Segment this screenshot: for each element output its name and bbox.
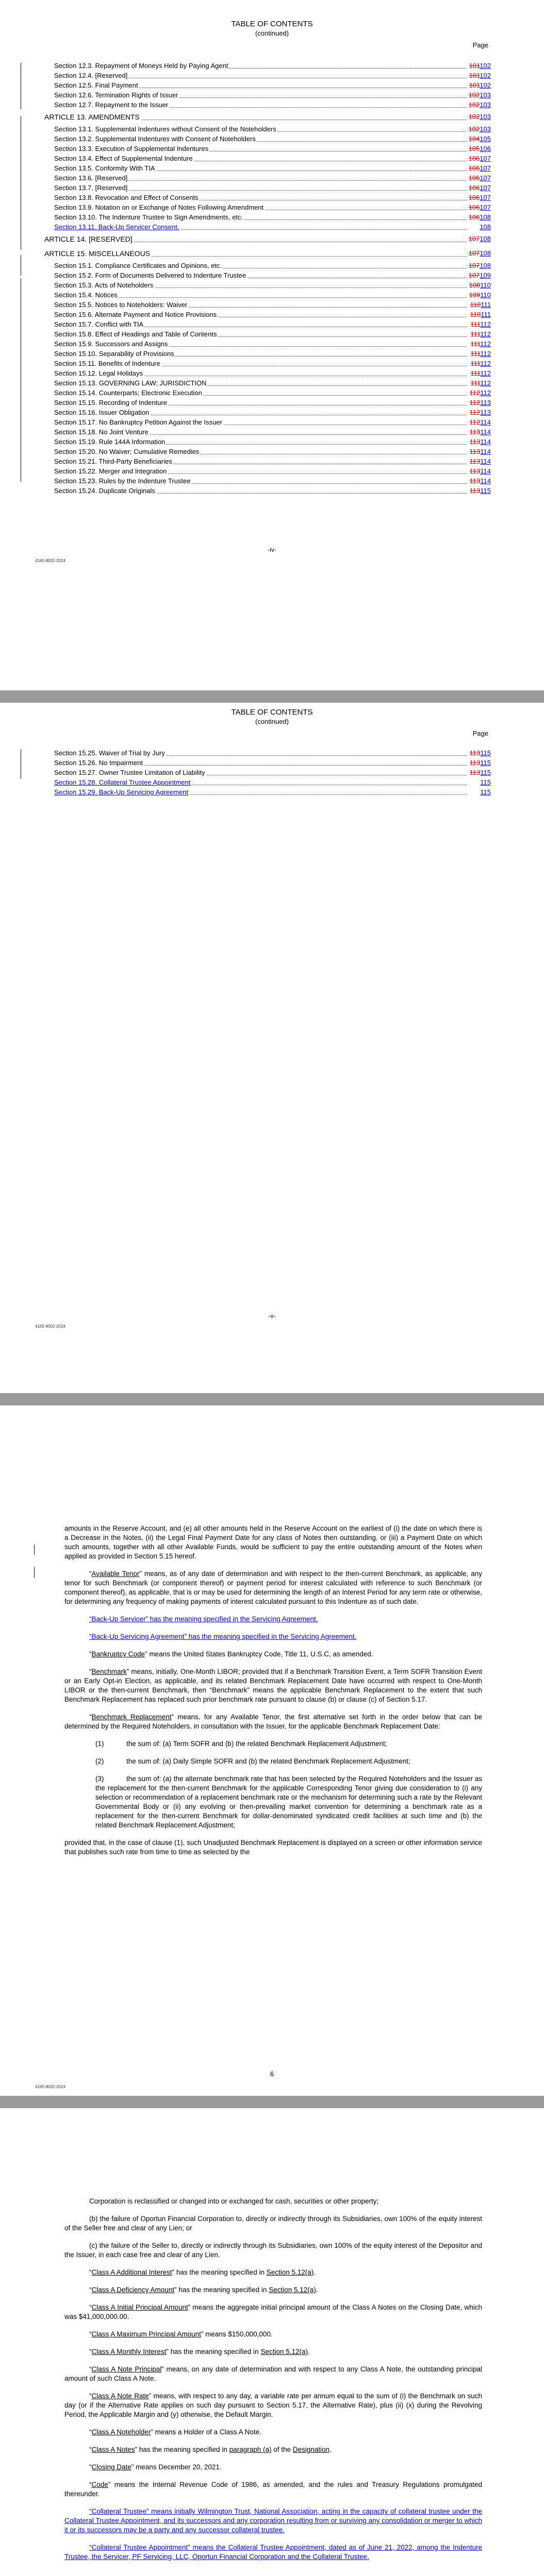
toc-entry-page xyxy=(467,408,491,417)
toc-entry-label: Section 15.3. Acts of Noteholders xyxy=(54,281,154,289)
inserted-page-number: 114 xyxy=(480,467,491,475)
definition-class-a-note-principal: “Class A Note Principal” means, on any date of determination and with respect to any Class A Note, the outstanding principal amount of such Class A Note. xyxy=(64,2365,482,2382)
toc-entry[interactable] xyxy=(27,154,491,163)
toc-entry-page xyxy=(467,134,491,144)
deleted-page-number: 106 xyxy=(468,204,480,211)
paragraph: provided that, in the case of clause (1), such Unadjusted Benchmark Replacement is displayed on a screen or other information service that publishes such rate from time to time as selected by the xyxy=(64,1839,482,1856)
toc-entry-label: Section 15.1. Compliance Certificates and Opinions, etc. xyxy=(54,262,222,269)
toc-entry[interactable] xyxy=(27,134,491,144)
inserted-page-number: 103 xyxy=(480,113,491,121)
deleted-page-number: 111 xyxy=(470,369,481,377)
deleted-page-number: 112 xyxy=(469,399,481,406)
toc-entry-label: Section 15.29. Back-Up Servicing Agreement xyxy=(54,788,189,796)
toc-entry-page xyxy=(467,100,491,110)
toc-entry[interactable] xyxy=(27,758,491,768)
inserted-page-number: 108 xyxy=(480,262,491,269)
toc-entry-label: Section 15.8. Effect of Headings and Table of Contents xyxy=(54,330,217,338)
toc-entry-label: Section 13.1. Supplemental Indentures without Consent of the Noteholders xyxy=(54,125,276,133)
toc-entry[interactable] xyxy=(27,476,491,486)
inserted-page-number: 113 xyxy=(480,409,491,416)
toc-entry-page xyxy=(467,280,491,290)
toc-entry-page xyxy=(467,777,491,787)
toc-entry[interactable] xyxy=(27,183,491,193)
inserted-page-number: 103 xyxy=(480,91,491,99)
toc-entry-page xyxy=(467,787,491,797)
toc-entry-page xyxy=(467,427,491,437)
page-number: -v- xyxy=(268,1312,276,1319)
deleted-page-number: 111 xyxy=(470,350,481,358)
toc-entry-page xyxy=(467,339,491,349)
inserted-page-number: 107 xyxy=(480,164,491,172)
toc-entry-page xyxy=(467,90,491,100)
deleted-page-number: 113 xyxy=(469,749,481,757)
toc-entry-label: ARTICLE 14. [RESERVED] xyxy=(44,232,134,246)
toc-entry[interactable] xyxy=(27,368,491,378)
toc-entry-label: Section 13.8. Revocation and Effect of Consents xyxy=(54,194,199,201)
toc-entry-page xyxy=(467,246,491,261)
definition-class-a-monthly-interest: “Class A Monthly Interest” has the meaning specified in Section 5.12(a). xyxy=(89,2348,310,2355)
deleted-page-number: 111 xyxy=(470,320,481,328)
toc-entry-label: Section 15.19. Rule 144A Information xyxy=(54,438,166,446)
deleted-page-number: 106 xyxy=(468,164,480,172)
definition-back-up-servicer: “Back-Up Servicer” has the meaning specified in the Servicing Agreement. xyxy=(89,1615,318,1623)
inserted-page-number: 108 xyxy=(480,213,491,221)
deleted-page-number: 113 xyxy=(469,438,481,446)
toc-entry-page xyxy=(467,222,491,232)
toc-entry-label: Section 15.10. Separability of Provisions xyxy=(54,350,174,358)
inserted-page-number: 108 xyxy=(480,223,491,231)
inserted-page-number: 115 xyxy=(480,778,491,786)
toc-entry-page xyxy=(467,359,491,368)
toc-entry[interactable] xyxy=(27,378,491,388)
inserted-page-number: 112 xyxy=(480,350,491,358)
toc-entry-label: Section 15.20. No Waiver; Cumulative Remedies xyxy=(54,448,200,455)
toc-entry-page xyxy=(467,476,491,486)
toc-entry-page xyxy=(467,290,491,300)
inserted-page-number: 103 xyxy=(480,125,491,133)
toc-entry[interactable] xyxy=(27,398,491,408)
definition-benchmark: “Benchmark” means, initially, One-Month LIBOR; provided that if a Benchmark Transition Event, a Term SOFR Transition Event or an Early Opt-in Election, as applicable, and its related Benchmark Replacement Date have occurred with respect to One-Month LIBOR or the then-current Benchmark, then “Benchmark” means the applicable Benchmark Replacement to the extent that such Benchmark Replacement has replaced such prior benchmark rate pursuant to clause (b) or clause (c) of Section 5.17. xyxy=(64,1668,482,1703)
toc-entry-label: Section 13.4. Effect of Supplemental Indenture xyxy=(54,155,193,162)
toc-entry-label: Section 15.21. Third-Party Beneficiaries xyxy=(54,457,172,465)
toc-entry[interactable] xyxy=(27,124,491,134)
definition-class-a-additional-interest: “Class A Additional Interest” has the meaning specified in Section 5.12(a). xyxy=(89,2268,316,2276)
deleted-page-number: 106 xyxy=(468,194,480,201)
inserted-page-number: 112 xyxy=(480,369,491,377)
toc-entry-label: Section 12.4. [Reserved] xyxy=(54,72,128,79)
deleted-page-number: 105 xyxy=(468,145,480,152)
deleted-page-number: 110 xyxy=(470,301,481,309)
definition-class-a-notes: “Class A Notes” has the meaning specified in paragraph (a) of the Designation. xyxy=(89,2446,332,2453)
deleted-page-number: 106 xyxy=(468,155,480,162)
deleted-page-number: 113 xyxy=(469,448,481,455)
deleted-page-number: 113 xyxy=(469,467,481,475)
toc-entry-label: Section 13.10. The Indenture Trustee to Sign Amendments, etc. xyxy=(54,213,243,221)
toc-entry[interactable] xyxy=(27,748,491,758)
toc-entry[interactable] xyxy=(27,80,491,90)
change-bar xyxy=(34,1567,35,1578)
inserted-page-number: 115 xyxy=(480,788,491,796)
toc-entry[interactable] xyxy=(27,300,491,310)
toc-entry[interactable] xyxy=(27,408,491,417)
inserted-page-number: 115 xyxy=(480,769,491,776)
paragraph: Corporation is reclassified or changed into or exchanged for cash, securities or other property; xyxy=(89,2197,379,2205)
toc-entry[interactable] xyxy=(27,456,491,466)
inserted-page-number: 112 xyxy=(480,330,491,338)
toc-entry-label: Section 15.11. Benefits of Indenture xyxy=(54,360,160,367)
deleted-page-number: 109 xyxy=(469,291,481,299)
toc-entry-label: Section 15.16. Issuer Obligation xyxy=(54,409,150,416)
toc-entry[interactable] xyxy=(27,329,491,339)
toc-entry-page xyxy=(467,212,491,222)
inserted-page-number: 110 xyxy=(480,291,491,299)
deleted-page-number: 113 xyxy=(469,759,481,767)
deleted-page-number: 102 xyxy=(468,113,480,121)
inserted-page-number: 108 xyxy=(480,235,491,243)
deleted-page-number: 106 xyxy=(468,213,480,221)
inserted-page-number: 102 xyxy=(480,81,491,89)
toc-entry[interactable] xyxy=(27,777,491,787)
definition-benchmark-replacement: “Benchmark Replacement” means, for any Available Tenor, the first alternative set forth in the order below that can be determined by the Required Noteholders, in consultation with the Issuer, for the applicable Benchmark Replacement Date: xyxy=(64,1713,482,1730)
deleted-page-number: 101 xyxy=(469,81,480,89)
toc-entry[interactable] xyxy=(27,486,491,496)
change-bar xyxy=(34,1545,35,1555)
definition-class-a-deficiency-amount: “Class A Deficiency Amount” has the meaning specified in Section 5.12(a). xyxy=(89,2286,318,2294)
deleted-page-number: 101 xyxy=(469,72,480,79)
toc-entry-label: Section 13.11. Back-Up Servicer Consent. xyxy=(54,223,179,231)
inserted-page-number: 114 xyxy=(480,457,491,465)
inserted-page-number: 107 xyxy=(480,194,491,201)
toc-entry-label: Section 15.26. No Impairment xyxy=(54,759,143,767)
inserted-page-number: 106 xyxy=(480,145,491,152)
inserted-page-number: 110 xyxy=(480,281,491,289)
inserted-page-number: 107 xyxy=(480,184,491,192)
deleted-page-number: 107 xyxy=(468,235,480,243)
toc-entry[interactable] xyxy=(27,427,491,437)
deleted-page-number: 112 xyxy=(469,409,481,416)
deleted-page-number: 106 xyxy=(468,184,480,192)
footer-id: 4165-8002-2024 xyxy=(35,558,65,563)
deleted-page-number: 112 xyxy=(469,418,481,426)
toc-entry[interactable] xyxy=(27,437,491,447)
inserted-page-number: 112 xyxy=(480,379,491,387)
inserted-page-number: 103 xyxy=(480,101,491,109)
deleted-page-number: 101 xyxy=(469,62,480,70)
toc-entry[interactable] xyxy=(27,339,491,349)
toc-entry-page xyxy=(467,329,491,339)
toc-entry-page xyxy=(467,398,491,408)
inserted-page-number: 115 xyxy=(480,759,491,767)
toc-entry-label: Section 15.17. No Bankruptcy Petition Against the Issuer xyxy=(54,418,222,426)
definition-available-tenor: “Available Tenor” means, as of any date of determination and with respect to the then-current Benchmark, as applicable, any tenor for such Benchmark (or component thereof) or payment period for interest calculated with reference to such Benchmark (or component thereof), as applicable, that is or may be used for determining the length of an Interest Period for any term rate or otherwise, for determining any frequency of making payments of interest calculated pursuant to this Indenture as of such date. xyxy=(64,1570,482,1605)
body-page-12 xyxy=(0,2108,544,2576)
toc-entry-page xyxy=(467,388,491,398)
toc-entry[interactable] xyxy=(27,388,491,398)
toc-entry-label: Section 15.4. Notices xyxy=(54,291,118,299)
inserted-page-number: 113 xyxy=(480,399,491,406)
toc-entry[interactable] xyxy=(27,290,491,300)
toc-entry-page xyxy=(467,261,491,270)
toc-entry-page xyxy=(467,456,491,466)
toc-entry-page xyxy=(467,417,491,427)
inserted-page-number: 107 xyxy=(480,174,491,182)
toc-page-iv xyxy=(0,0,544,690)
toc-entry[interactable] xyxy=(27,280,491,290)
deleted-page-number: 107 xyxy=(468,272,480,279)
deleted-page-number: 107 xyxy=(468,249,480,257)
inserted-page-number: 111 xyxy=(481,311,491,318)
toc-entry[interactable] xyxy=(27,270,491,280)
toc-entry-label: Section 13.6. [Reserved] xyxy=(54,174,128,182)
toc-title: TABLE OF CONTENTS xyxy=(231,708,313,717)
toc-entry-label: Section 12.6. Termination Rights of Issuer xyxy=(54,91,178,99)
deleted-page-number: 111 xyxy=(470,379,481,387)
deleted-page-number: 113 xyxy=(469,477,481,485)
toc-subtitle: (continued) xyxy=(255,29,289,37)
deleted-page-number: 112 xyxy=(469,389,481,397)
inserted-page-number: 102 xyxy=(480,62,491,70)
toc-entry-page xyxy=(467,319,491,329)
definition-collateral-trustee: “Collateral Trustee” means initially Wilmington Trust, National Association, acting in the capacity of collateral trustee under the Collateral Trustee Appointment, and its successors and any corporation resulting from or surviving any consolidation or merger to which it or its successors may be a party and any successor collateral trustee. xyxy=(64,2507,482,2534)
page-number: -iv- xyxy=(268,546,276,553)
deleted-page-number: 113 xyxy=(469,487,481,495)
definition-class-a-maximum-principal: “Class A Maximum Principal Amount” means $150,000,000. xyxy=(89,2330,273,2338)
toc-entry[interactable] xyxy=(27,202,491,212)
deleted-page-number: 102 xyxy=(468,91,480,99)
toc-entry[interactable] xyxy=(27,193,491,202)
inserted-page-number: 111 xyxy=(481,301,491,309)
toc-entry-label: Section 15.15. Recording of Indenture xyxy=(54,399,167,406)
toc-page-v xyxy=(0,703,544,1393)
toc-entry-label: Section 15.25. Waiver of Trial by Jury xyxy=(54,749,165,757)
toc-entry[interactable] xyxy=(27,246,491,261)
inserted-page-number: 112 xyxy=(480,389,491,397)
inserted-page-number: 102 xyxy=(480,72,491,79)
toc-entry-page xyxy=(467,124,491,134)
toc-entry-label: Section 13.9. Notation on or Exchange of Notes Following Amendment xyxy=(54,204,264,211)
toc-entry[interactable] xyxy=(27,417,491,427)
definition-class-a-initial-principal: “Class A Initial Principal Amount” means the aggregate initial principal amount of the Class A Notes on the Closing Date, which was $41,000,000.00. xyxy=(64,2303,482,2320)
toc-entry[interactable] xyxy=(27,310,491,319)
toc-entry-page xyxy=(467,270,491,280)
deleted-page-number: 113 xyxy=(469,428,481,436)
toc-entry-label: ARTICLE 13. AMENDMENTS xyxy=(44,110,141,124)
toc-entry-label: Section 15.27. Owner Trustee Limitation of Liability xyxy=(54,769,205,776)
definition-collateral-trustee-appointment: “Collateral Trustee Appointment” means the Collateral Trustee Appointment, dated as of June 21, 2022, among the Indenture Trustee, the Servicer, PF Servicing, LLC, Oportun Financial Corporation and the Collateral Trustee. xyxy=(64,2544,482,2561)
toc-entry-page xyxy=(467,71,491,80)
toc-entry-page xyxy=(467,748,491,758)
footer-id: 4165-8002-2024 xyxy=(35,2084,65,2089)
deleted-page-number: 108 xyxy=(469,281,481,289)
toc-entry[interactable] xyxy=(27,222,491,232)
body-text xyxy=(64,1524,482,1865)
toc-entry-page xyxy=(467,193,491,202)
sub-clause-3: (3) the sum of: (a) the alternate benchmark rate that has been selected by the Required Noteholders and the Issuer as the replacement for the then-current Benchmark for the applicable Corresponding Tenor giving due consideration to (i) any selection or recommendation of a replacement benchmark rate or the mechanism for determining such a rate by the Relevant Governmental Body or (ii) any evolving or then-prevailing market convention for determining a benchmark rate as a replacement for the then-current Benchmark for dollar-denominated syndicated credit facilities at such time and (b) the related Benchmark Replacement Adjustment; xyxy=(95,1775,482,1829)
toc-entry-label: Section 15.13. GOVERNING LAW; JURISDICTION xyxy=(54,379,207,387)
toc-entry-page xyxy=(467,437,491,447)
footer-id: 4165-8002-2024 xyxy=(35,1324,65,1329)
definition-bankruptcy-code: “Bankruptcy Code” means the United States Bankruptcy Code, Title 11, U.S.C, as amended. xyxy=(89,1650,373,1658)
toc-list xyxy=(27,748,491,797)
toc-entry[interactable] xyxy=(27,232,491,246)
inserted-page-number: 105 xyxy=(480,135,491,143)
deleted-page-number: 104 xyxy=(468,135,480,143)
toc-entry[interactable] xyxy=(27,447,491,456)
toc-page-label: Page xyxy=(472,41,488,49)
toc-entry-page xyxy=(467,486,491,496)
toc-entry-label: Section 13.7. [Reserved] xyxy=(54,184,128,192)
inserted-page-number: 115 xyxy=(480,487,491,495)
body-text xyxy=(64,2197,482,2570)
deleted-page-number: 102 xyxy=(468,101,480,109)
toc-entry-label: Section 15.7. Conflict with TIA xyxy=(54,320,144,328)
definition-class-a-noteholder: “Class A Noteholder” means a Holder of a Class A Note. xyxy=(89,2428,261,2436)
toc-entry-page xyxy=(467,163,491,173)
toc-entry-page xyxy=(467,768,491,777)
inserted-page-number: 114 xyxy=(480,428,491,436)
toc-entry-label: Section 15.28. Collateral Trustee Appointment xyxy=(54,778,191,786)
toc-entry[interactable] xyxy=(27,61,491,71)
toc-entry[interactable] xyxy=(27,90,491,100)
inserted-page-number: 114 xyxy=(480,438,491,446)
toc-entry-label: Section 12.3. Repayment of Moneys Held by Paying Agent xyxy=(54,62,228,70)
toc-entry-label: Section 13.5. Conformity With TIA xyxy=(54,164,155,172)
toc-entry-label: Section 12.5. Final Payment xyxy=(54,81,138,89)
toc-entry[interactable] xyxy=(27,787,491,797)
definition-class-a-note-rate: “Class A Note Rate” means, with respect to any day, a variable rate per annum equal to the sum of (i) the Benchmark on such day (or if the Alternative Rate applies on such day pursuant to Section 5.17, the Alternative Rate), plus (ii) (x) during the Revolving Period, the Applicable Margin and (y) otherwise, the Default Margin. xyxy=(64,2392,483,2418)
deleted-page-number: 113 xyxy=(469,769,481,776)
inserted-page-number: 112 xyxy=(480,360,491,367)
toc-entry[interactable] xyxy=(27,349,491,359)
toc-entry-label: Section 15.9. Successors and Assigns xyxy=(54,340,168,348)
toc-entry-label: Section 15.6. Alternate Payment and Notice Provisions xyxy=(54,311,217,318)
toc-entry-label: Section 15.12. Legal Holidays xyxy=(54,369,143,377)
deleted-page-number: 111 xyxy=(470,360,481,367)
toc-entry[interactable] xyxy=(27,319,491,329)
toc-entry[interactable] xyxy=(27,144,491,154)
inserted-page-number: 114 xyxy=(480,418,491,426)
toc-entry-label: Section 13.2. Supplemental Indentures with Consent of Noteholders xyxy=(54,135,256,143)
toc-entry-page xyxy=(467,173,491,183)
page-number: 6 xyxy=(270,2070,274,2078)
toc-entry[interactable] xyxy=(27,261,491,270)
toc-entry-page xyxy=(467,110,491,124)
toc-entry-page xyxy=(467,183,491,193)
paragraph: (b) the failure of Oportun Financial Corporation to, directly or indirectly through its Subsidiaries, own 100% of the equity interest of the Seller free and clear of any Lien; or xyxy=(64,2215,482,2232)
toc-entry-label: Section 15.22. Merger and Integration xyxy=(54,467,167,475)
toc-entry-label: Section 15.2. Form of Documents Delivered to Indenture Trustee xyxy=(54,272,246,279)
deleted-page-number: 106 xyxy=(468,174,480,182)
toc-entry-label: ARTICLE 15. MISCELLANEOUS xyxy=(44,246,151,261)
sub-clause-1: (1) the sum of: (a) Term SOFR and (b) the related Benchmark Replacement Adjustment; xyxy=(95,1740,387,1748)
toc-entry-label: Section 15.18. No Joint Venture xyxy=(54,428,149,436)
toc-entry[interactable] xyxy=(27,173,491,183)
toc-subtitle: (continued) xyxy=(255,718,289,725)
toc-entry-label: Section 13.3. Execution of Supplemental Indentures xyxy=(54,145,209,152)
inserted-page-number: 109 xyxy=(480,272,491,279)
toc-entry[interactable] xyxy=(27,110,491,124)
toc-entry-page xyxy=(467,310,491,319)
toc-page-label: Page xyxy=(472,730,488,737)
inserted-page-number: 112 xyxy=(480,320,491,328)
toc-entry-page xyxy=(467,758,491,768)
definition-back-up-servicing-agreement: “Back-Up Servicing Agreement” has the meaning specified in the Servicing Agreement. xyxy=(89,1633,357,1640)
toc-entry[interactable] xyxy=(27,212,491,222)
toc-entry-page xyxy=(467,202,491,212)
toc-entry-page xyxy=(467,378,491,388)
toc-entry-page xyxy=(467,144,491,154)
toc-entry[interactable] xyxy=(27,71,491,80)
deleted-page-number: 110 xyxy=(470,311,481,318)
body-page-6 xyxy=(0,1405,544,2096)
sub-clause-2: (2) the sum of: (a) Daily Simple SOFR and (b) the related Benchmark Replacement Adjustment; xyxy=(95,1757,410,1765)
toc-entry-page xyxy=(467,300,491,310)
toc-entry-label: Section 15.24. Duplicate Originals xyxy=(54,487,155,495)
inserted-page-number: 107 xyxy=(480,204,491,211)
toc-title: TABLE OF CONTENTS xyxy=(231,20,313,28)
paragraph: (c) the failure of the Seller to, directly or indirectly through its Subsidiaries, own 100% of the equity interest of the Depositor and the Issuer, in each case free and clear of any Lien. xyxy=(64,2242,482,2259)
toc-entry-page xyxy=(467,349,491,359)
deleted-page-number: 102 xyxy=(468,125,480,133)
inserted-page-number: 114 xyxy=(480,448,491,455)
inserted-page-number: 112 xyxy=(480,340,491,348)
paragraph: amounts in the Reserve Account, and (e) all other amounts held in the Reserve Account on the earliest of (i) the date on which there is a Decrease in the Notes, (ii) the Legal Final Payment Date for any class of Notes then outstanding, or (iii) a Payment Date on which such amounts, together with all other Available Funds, would be sufficient to pay the entire outstanding amount of the Notes when applied as provided in Section 5.15 hereof. xyxy=(64,1524,482,1560)
deleted-page-number: 111 xyxy=(470,330,481,338)
toc-entry[interactable] xyxy=(27,768,491,777)
inserted-page-number: 108 xyxy=(480,249,491,257)
toc-entry-label: Section 15.5. Notices to Noteholders: Waiver xyxy=(54,301,188,309)
inserted-page-number: 107 xyxy=(480,155,491,162)
toc-entry-page xyxy=(467,232,491,246)
toc-entry-page xyxy=(467,61,491,71)
toc-entry-label: Section 15.14. Counterparts; Electronic Execution xyxy=(54,389,202,397)
toc-entry[interactable] xyxy=(27,100,491,110)
definition-code: “Code” means the Internal Revenue Code of 1986, as amended, and the rules and Treasury Regulations promulgated thereunder. xyxy=(64,2481,482,2498)
toc-entry-page xyxy=(467,154,491,163)
inserted-page-number: 115 xyxy=(480,749,491,757)
toc-entry[interactable] xyxy=(27,163,491,173)
toc-entry[interactable] xyxy=(27,466,491,476)
definition-closing-date: “Closing Date” means December 20, 2021. xyxy=(89,2463,222,2471)
toc-entry-page xyxy=(467,447,491,456)
toc-entry-page xyxy=(467,466,491,476)
deleted-page-number: 107 xyxy=(468,262,480,269)
toc-entry-label: Section 15.23. Rules by the Indenture Trustee xyxy=(54,477,191,485)
toc-entry-label: Section 12.7. Repayment to the Issuer xyxy=(54,101,169,109)
inserted-page-number: 114 xyxy=(480,477,491,485)
toc-entry-page xyxy=(467,80,491,90)
deleted-page-number: 111 xyxy=(470,340,481,348)
toc-entry-page xyxy=(467,368,491,378)
deleted-page-number: 113 xyxy=(469,457,481,465)
toc-list xyxy=(27,61,491,496)
toc-entry[interactable] xyxy=(27,359,491,368)
